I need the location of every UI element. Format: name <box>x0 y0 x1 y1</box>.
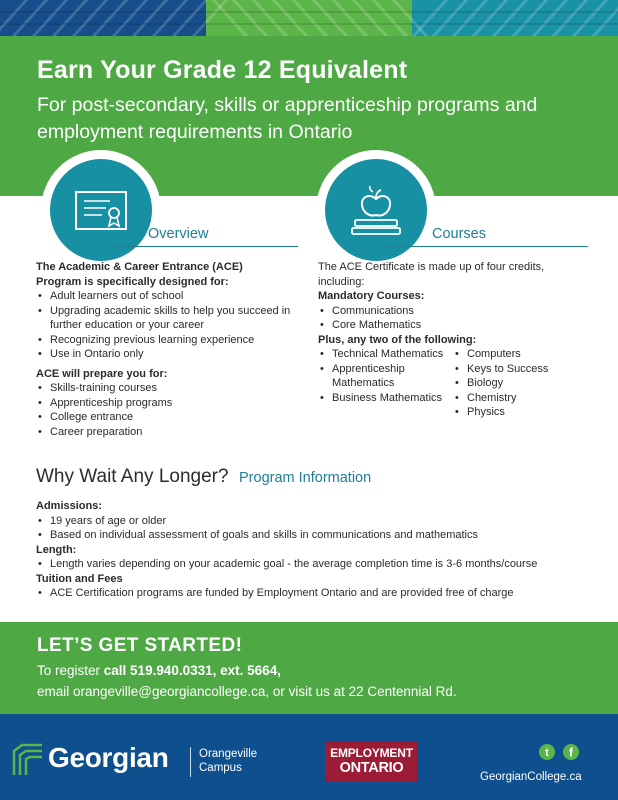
list-item: • Biology <box>453 376 583 391</box>
brand-divider <box>190 747 191 777</box>
register-prefix: To register <box>37 663 104 678</box>
list-item: • Skills-training courses <box>36 381 298 396</box>
partner-line2: ONTARIO <box>339 760 404 776</box>
tuition-heading: Tuition and Fees <box>36 572 123 585</box>
website-link[interactable]: GeorgianCollege.ca <box>480 771 582 783</box>
list-item: • ACE Certification programs are funded by Employment Ontario and are provided free of charge <box>36 586 606 601</box>
why-wait-row <box>36 466 371 488</box>
designed-for-list <box>36 289 298 362</box>
twitter-glyph: t <box>545 747 549 759</box>
list-item: • Adult learners out of school <box>36 289 298 304</box>
mandatory-heading: Mandatory Courses: <box>318 290 425 302</box>
campus-name <box>199 747 257 775</box>
cta-title: LET’S GET STARTED! <box>37 635 243 656</box>
twitter-icon[interactable] <box>539 744 555 760</box>
list-item: • Recognizing previous learning experience <box>36 333 298 348</box>
courses-column <box>318 260 588 420</box>
list-item: • Business Mathematics <box>318 391 453 406</box>
list-item: • Chemistry <box>453 391 583 406</box>
call-to-action-banner <box>0 622 618 714</box>
overview-column <box>36 260 298 439</box>
courses-divider <box>384 246 588 247</box>
employment-ontario-logo <box>325 742 418 781</box>
page-subtitle: For post-secondary, skills or apprenticeship programs and employment requirements in Ontario <box>37 94 538 143</box>
campus-line2: Campus <box>199 762 242 774</box>
list-item: • Upgrading academic skills to help you succeed in further education or your career <box>36 304 298 333</box>
list-item: • Keys to Success <box>453 362 583 377</box>
list-item: • Apprenticeship Mathematics <box>318 362 453 391</box>
admissions-list <box>36 514 606 543</box>
facebook-glyph: f <box>569 745 573 760</box>
list-item: • Apprenticeship programs <box>36 396 298 411</box>
social-icons <box>538 743 582 761</box>
ace-heading: The Academic & Career Entrance (ACE) <box>36 261 243 273</box>
georgian-logo-icon <box>12 743 44 777</box>
list-item: • Career preparation <box>36 425 298 440</box>
brand-name: Georgian <box>48 742 169 773</box>
contact-line: email orangeville@georgiancollege.ca, or visit us at 22 Centennial Rd. <box>37 684 457 699</box>
footer <box>0 714 618 800</box>
list-item: • Based on individual assessment of goals and skills in communications and mathematics <box>36 528 606 543</box>
mandatory-list <box>318 304 588 333</box>
prepare-for-list <box>36 381 298 439</box>
partner-line1: EMPLOYMENT <box>330 746 413 760</box>
list-item: • Physics <box>453 405 583 420</box>
campus-line1: Orangeville <box>199 748 258 760</box>
list-item: • Communications <box>318 304 588 319</box>
electives-heading: Plus, any two of the following: <box>318 333 477 346</box>
register-line <box>37 663 281 678</box>
tuition-list <box>36 586 606 601</box>
list-item: • Technical Mathematics <box>318 347 453 362</box>
program-information-heading: Program Information <box>239 470 372 486</box>
program-info <box>36 499 606 601</box>
overview-heading: Overview <box>148 226 209 242</box>
admissions-heading: Admissions: <box>36 500 103 512</box>
list-item: • Use in Ontario only <box>36 347 298 362</box>
electives-list-1 <box>318 347 453 420</box>
length-heading: Length: <box>36 543 77 556</box>
list-item: • Computers <box>453 347 583 362</box>
list-item: • Length varies depending on your academic goal - the average completion time is 3-6 months/course <box>36 557 606 572</box>
overview-divider <box>110 246 298 247</box>
prepare-heading: ACE will prepare you for: <box>36 367 168 380</box>
electives-list-2 <box>453 347 583 420</box>
courses-circle <box>316 150 436 270</box>
decorative-pattern-banner <box>0 0 618 36</box>
list-item: • College entrance <box>36 410 298 425</box>
list-item: • 19 years of age or older <box>36 514 606 529</box>
length-list <box>36 557 606 572</box>
electives-grid <box>318 347 588 420</box>
why-wait-heading: Why Wait Any Longer? <box>36 466 229 487</box>
courses-intro: The ACE Certificate is made up of four credits, including: <box>318 261 545 288</box>
list-item: • Core Mathematics <box>318 318 588 333</box>
page-title: Earn Your Grade 12 Equivalent <box>37 56 408 84</box>
ace-subheading: Program is specifically designed for: <box>36 275 229 288</box>
overview-circle <box>41 150 161 270</box>
courses-heading: Courses <box>432 226 486 242</box>
facebook-icon[interactable] <box>563 744 579 760</box>
phone-number: call 519.940.0331, ext. 5664, <box>103 663 281 678</box>
